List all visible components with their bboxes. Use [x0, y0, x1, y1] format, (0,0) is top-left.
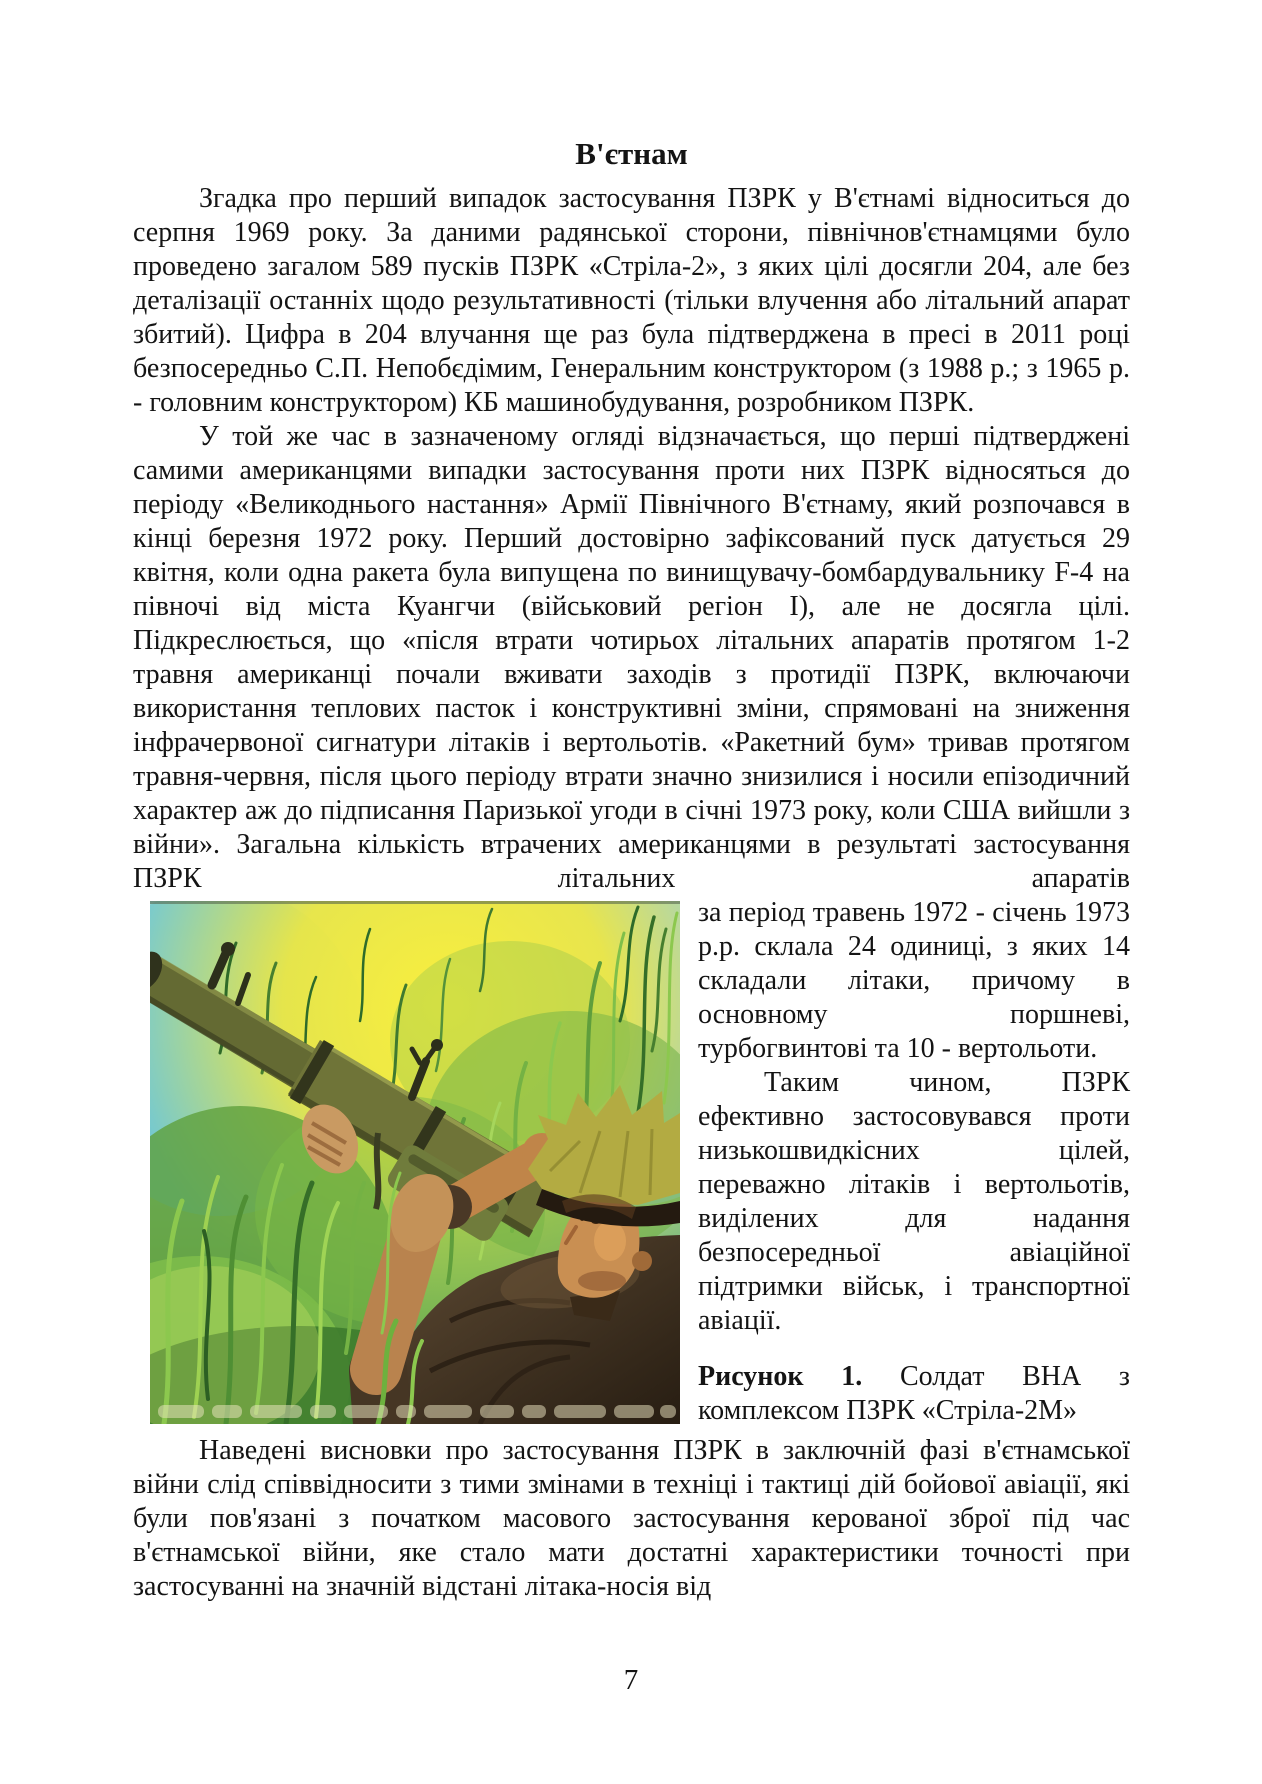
figure-photo — [150, 901, 680, 1424]
soldier-manpads-photo — [150, 901, 680, 1424]
figure-caption-label: Рисунок 1. — [698, 1361, 863, 1392]
text-block — [133, 136, 1130, 1604]
figure-caption-text: Солдат ВНА з комплексом ПЗРК «Стріла-2М» — [698, 1361, 1130, 1426]
paragraph-3: Таким чином, ПЗРК ефективно застосовувався проти низькошвидкісних цілей, переважно літаків і вертольотів, виділених для надання безпосередньої авіаційної підтримки військ, і транспортної авіації. — [698, 1067, 1130, 1336]
photo-top-edge — [150, 901, 680, 904]
page-title: В'єтнам — [575, 136, 688, 171]
paragraph-4: Наведені висновки про застосування ПЗРК в заключній фазі в'єтнамської війни слід співвідносити з тими змінами в техніці і тактиці дій бойової авіації, які були пов'язані з початком масового застосування керованої зброї під час в'єтнамської війни, яке стало мати достатні характеристики точності при застосуванні на значній відстані літака-носія від — [133, 1435, 1130, 1602]
paragraph-1: Згадка про перший випадок застосування ПЗРК у В'єтнамі відноситься до серпня 1969 року. За даними радянської сторони, північнов'єтнамцями було проведено загалом 589 пусків ПЗРК «Стріла-2», з яких цілі досягли 204, але без деталізації останніх щодо результативності (тільки влучення або літальний апарат збитий). Цифра в 204 влучання ще раз була підтверджена в пресі в 2011 році безпосередньо С.П. Непобєдімим, Генеральним конструктором (з 1988 р.; з 1965 р. - головним конструктором) КБ машинобудування, розробником ПЗРК. — [133, 183, 1130, 418]
paragraph-2-beside-figure: за період травень 1972 - січень 1973 р.р. склала 24 одиниці, з яких 14 складали літаки, причому в основному поршневі, турбогвинтові та 10 - вертольоти. — [698, 897, 1130, 1064]
page-number: 7 — [623, 1664, 639, 1696]
paragraph-2-before-figure: У той же час в зазначеному огляді відзначається, що перші підтверджені самими американцями випадки застосування проти них ПЗРК відносяться до періоду «Великоднього настання» Армії Північного В'єтнаму, який розпочався в кінці березня 1972 року. Перший достовірно зафіксований пуск датується 29 квітня, коли одна ракета була випущена по винищувачу-бомбардувальнику F-4 на півночі від міста Куангчи (військовий регіон I), але не досягла цілі. Підкреслюється, що «після втрати чотирьох літальних апаратів протягом 1-2 травня американці почали вживати заходів з протидії ПЗРК, включаючи використання теплових пасток і конструктивні зміни, спрямовані на зниження інфрачервоної сигнатури літаків і вертольотів. «Ракетний бум» тривав протягом травня-червня, після цього періоду втрати значно знизилися і носили епізодичний характер аж до підписання Паризької угоди в січні 1973 року, коли США вийшли з війни». Загальна кількість втрачених американцями в результаті застосування ПЗРК літальних апаратів — [133, 421, 1130, 894]
